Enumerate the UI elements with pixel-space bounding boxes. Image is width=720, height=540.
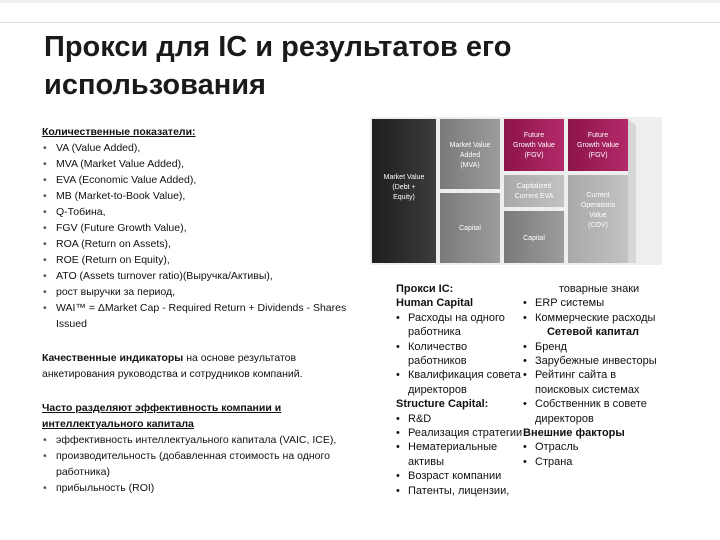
list-item: • R&D [396,412,432,425]
diagram-side-shadow [628,119,636,263]
capital-label-1: Capital [459,225,481,232]
quantitative-list [42,140,360,332]
fgv-1-label-3: (FGV) [524,152,544,159]
market-value-label-2: (Debt + [392,184,416,191]
list-item: • FGV (Future Growth Value), [42,220,360,236]
qualitative-bold: Качественные индикаторы [42,352,184,364]
list-item: • Количество работников [396,340,468,368]
list-item: • Собственник в совете директоров [523,398,647,425]
list-item: • Зарубежные инвесторы [523,355,657,368]
quantitative-heading: Количественные показатели: [42,126,196,138]
list-item: • MB (Market-to-Book Value), [42,188,360,204]
list-item: • прибыльность (ROI) [42,480,360,496]
list-item: • ROA (Return on Assets), [42,236,360,252]
list-item: • ROE (Return on Equity), [42,252,360,268]
slide-top-bar [0,0,720,23]
list-item: • Коммерческие расходы [523,311,656,324]
mva-label-2: Added [459,152,481,159]
proxy-column-1 [396,282,524,498]
capital-label-2: Capital [523,235,545,242]
human-capital-heading: Human Capital [396,297,474,310]
cov-label-4: (COV) [588,222,608,229]
list-item: • рост выручки за период, [42,284,360,300]
list-item: • Возраст компании [396,470,502,483]
proxy-column-2 [523,282,663,469]
list-item: • Q-Тобина, [42,204,360,220]
fgv-2-label-3: (FGV) [588,152,608,159]
efficiency-heading: Часто разделяют эффективность компании и интеллектуального капитала [42,402,282,430]
network-capital-heading: Сетевой капитал [546,326,640,339]
cov-block [568,175,628,263]
list-item: • EVA (Economic Value Added), [42,172,360,188]
list-item: • Реализация стратегии [396,427,523,440]
proxy-heading: Прокси IC: [396,283,454,295]
list-item: • MVA (Market Value Added), [42,156,360,172]
slide-title: Прокси для IC и результатов его использования [44,31,512,101]
list-item: • эффективность интеллектуального капитала (VAIC, ICE), [42,432,360,448]
list-item: • производительность (добавленная стоимость на одного работника) [42,448,360,480]
list-item: • Бренд [523,340,567,353]
capitalized-eva-block [504,175,564,207]
fgv-2-label-1: Future [587,132,609,139]
cov-label-2: Operations [580,202,616,209]
fgv-2-label-2: Growth Value [577,142,619,149]
cov-label-1: Current [586,192,610,199]
mva-label-3: (MVA) [460,162,480,169]
external-factors-heading: Внешние факторы [523,427,625,440]
list-item: • WAI™ = ΔMarket Cap - Required Return + Dividends - Shares Issued [42,300,360,332]
list-item: • Расходы на одного работника [396,311,505,339]
qualitative-rest: на основе результатов анкетирования руководства и сотрудников компаний. [42,352,303,380]
list-item: • ATO (Assets turnover ratio)(Выручка/Активы), [42,268,360,284]
list-item: • Рейтинг сайта в поисковых системах [523,369,640,396]
list-item: • Страна [523,455,573,468]
structure-capital-heading: Structure Capital: [396,398,489,411]
fgv-1-label-1: Future [523,132,545,139]
top-bar-accent [0,0,720,3]
continued-line: товарные знаки [558,283,640,295]
qualitative-paragraph [42,350,360,382]
market-value-label-1: Market Value [383,174,425,181]
value-decomposition-diagram [366,117,666,265]
list-item: • Патенты, лицензии, [396,484,510,497]
list-item: • Нематериальные активы [396,441,498,468]
fgv-1-label-2: Growth Value [513,142,555,149]
list-item: • VA (Value Added), [42,140,360,156]
market-value-block [372,119,436,263]
list-item: • ERP системы [523,297,605,310]
list-item: • Отрасль [523,441,579,454]
efficiency-list [42,432,360,496]
market-value-label-3: Equity) [393,194,415,201]
mva-label-1: Market Value [449,142,491,149]
list-item: • Квалификация совета директоров [396,369,521,396]
left-text-column [42,124,360,496]
cov-label-3: Value [589,212,607,219]
capitalized-eva-label-2: Current EVA [514,193,554,200]
capitalized-eva-label-1: Capitalized [516,183,552,190]
efficiency-block [42,400,360,496]
